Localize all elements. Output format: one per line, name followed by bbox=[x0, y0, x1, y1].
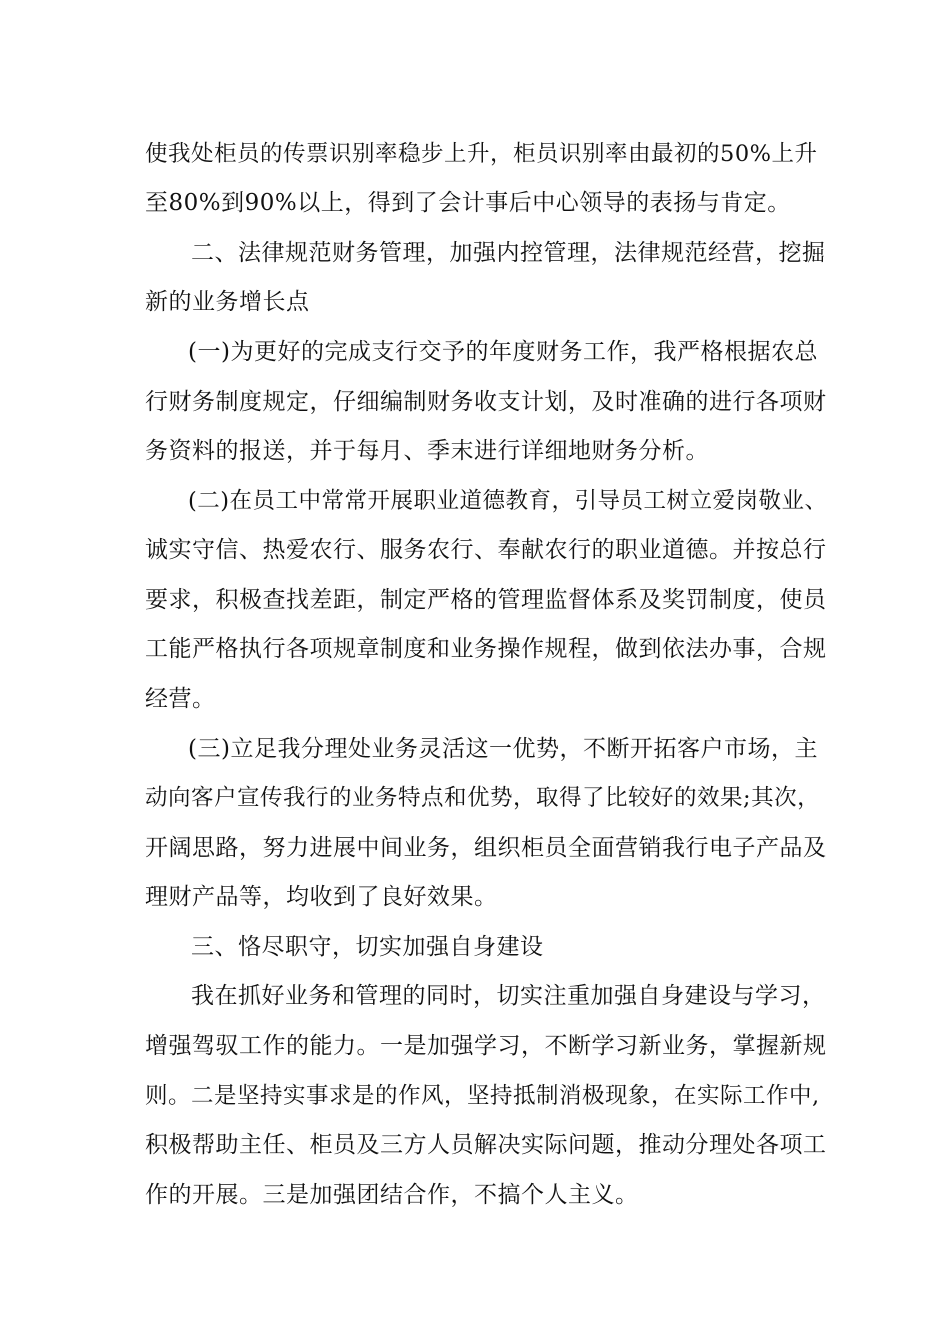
text-line: 开阔思路，努力进展中间业务，组织柜员全面营销我行电子产品及 bbox=[145, 835, 827, 861]
text-line: 作的开展。三是加强团结合作，不搞个人主义。 bbox=[145, 1182, 639, 1208]
section-heading: 新的业务增长点 bbox=[145, 289, 310, 315]
text-line: 诚实守信、热爱农行、服务农行、奉献农行的职业道德。并按总行 bbox=[145, 537, 827, 563]
section-heading: 二、法律规范财务管理，加强内控管理，法律规范经营，挖掘 bbox=[191, 240, 826, 266]
text-line: 动向客户宣传我行的业务特点和优势，取得了比较好的效果;其次， bbox=[145, 785, 821, 811]
text-line: 经营。 bbox=[145, 686, 216, 712]
text-line: (三)立足我分理处业务灵活这一优势，不断开拓客户市场，主 bbox=[188, 736, 818, 762]
text-line: 我在抓好业务和管理的同时，切实注重加强自身建设与学习， bbox=[191, 983, 826, 1009]
section-heading: 三、恪尽职守，切实加强自身建设 bbox=[191, 934, 544, 960]
text-line: (二)在员工中常常开展职业道德教育，引导员工树立爱岗敬业、 bbox=[188, 488, 828, 514]
text-line: 增强驾驭工作的能力。一是加强学习，不断学习新业务，掌握新规 bbox=[145, 1033, 827, 1059]
text-line: 至80%到90%以上，得到了会计事后中心领导的表扬与肯定。 bbox=[145, 190, 791, 216]
text-line: 使我处柜员的传票识别率稳步上升，柜员识别率由最初的50%上升 bbox=[145, 141, 818, 167]
text-line: 则。二是坚持实事求是的作风，坚持抵制消极现象，在实际工作中, bbox=[145, 1083, 820, 1109]
text-line: (一)为更好的完成支行交予的年度财务工作，我严格根据农总 bbox=[188, 339, 818, 365]
text-line: 理财产品等，均收到了良好效果。 bbox=[145, 884, 498, 910]
text-line: 务资料的报送，并于每月、季末进行详细地财务分析。 bbox=[145, 438, 709, 464]
text-line: 行财务制度规定，仔细编制财务收支计划，及时准确的进行各项财 bbox=[145, 389, 827, 415]
text-line: 积极帮助主任、柜员及三方人员解决实际问题，推动分理处各项工 bbox=[145, 1132, 827, 1158]
text-line: 要求，积极查找差距，制定严格的管理监督体系及奖罚制度，使员 bbox=[145, 587, 827, 613]
text-line: 工能严格执行各项规章制度和业务操作规程，做到依法办事，合规 bbox=[145, 636, 827, 662]
